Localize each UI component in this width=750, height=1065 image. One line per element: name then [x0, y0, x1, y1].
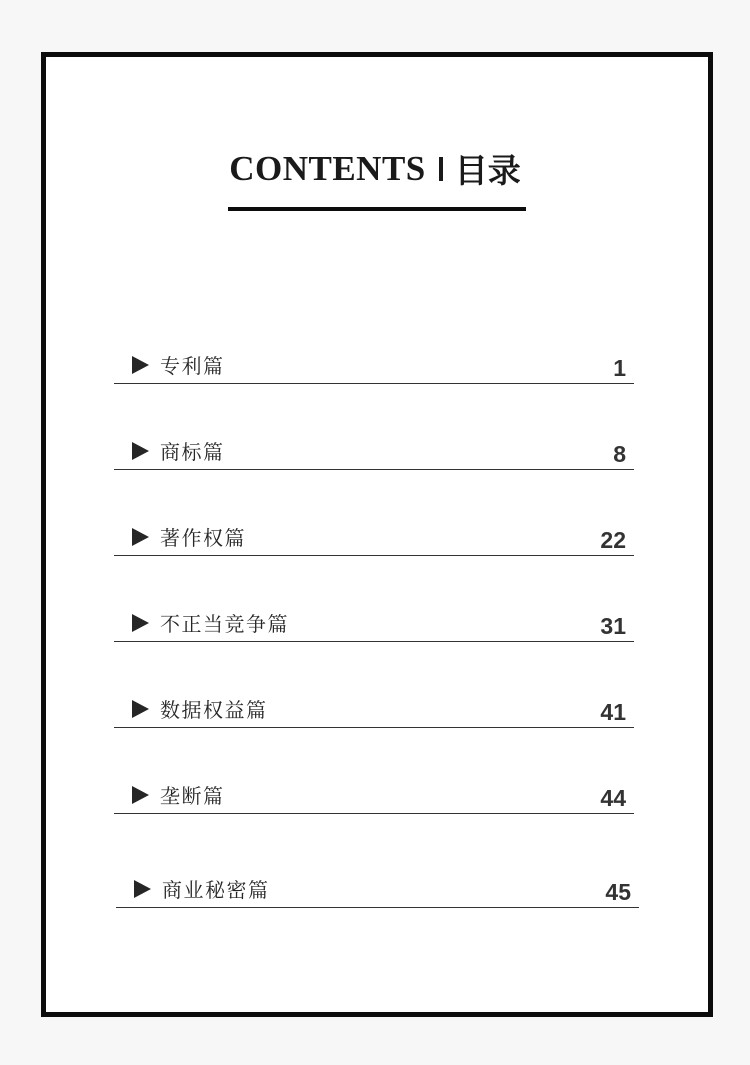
- toc-entry-monopoly[interactable]: [114, 783, 634, 814]
- title-english: CONTENTS: [229, 148, 426, 188]
- title-underline: [228, 207, 526, 211]
- toc-label: 数据权益篇: [160, 698, 268, 722]
- toc-page-number: 44: [600, 785, 626, 811]
- toc-entry-patent[interactable]: [114, 353, 634, 384]
- triangle-arrow-icon: [134, 880, 151, 898]
- triangle-arrow-icon: [132, 442, 149, 460]
- triangle-arrow-icon: [132, 614, 149, 632]
- toc-page-number: 1: [613, 355, 626, 381]
- toc-entry-unfair-competition[interactable]: [114, 611, 634, 642]
- toc-page-number: 8: [613, 441, 626, 467]
- contents-title: [0, 145, 750, 192]
- triangle-arrow-icon: [132, 528, 149, 546]
- title-separator: [439, 157, 443, 181]
- toc-label: 商标篇: [160, 440, 225, 464]
- toc-label: 专利篇: [160, 354, 225, 378]
- toc-page-number: 31: [600, 613, 626, 639]
- toc-entry-trade-secret[interactable]: [116, 877, 639, 908]
- triangle-arrow-icon: [132, 786, 149, 804]
- toc-entry-data-rights[interactable]: [114, 697, 634, 728]
- triangle-arrow-icon: [132, 356, 149, 374]
- toc-label: 不正当竞争篇: [160, 612, 289, 636]
- toc-entry-copyright[interactable]: [114, 525, 634, 556]
- toc-label: 垄断篇: [160, 784, 225, 808]
- triangle-arrow-icon: [132, 700, 149, 718]
- title-chinese: 目录: [454, 151, 521, 190]
- toc-label: 著作权篇: [160, 526, 246, 550]
- toc-page-number: 45: [605, 879, 631, 905]
- toc-page-number: 41: [600, 699, 626, 725]
- toc-page-number: 22: [600, 527, 626, 553]
- toc-label: 商业秘密篇: [162, 878, 270, 902]
- toc-entry-trademark[interactable]: [114, 439, 634, 470]
